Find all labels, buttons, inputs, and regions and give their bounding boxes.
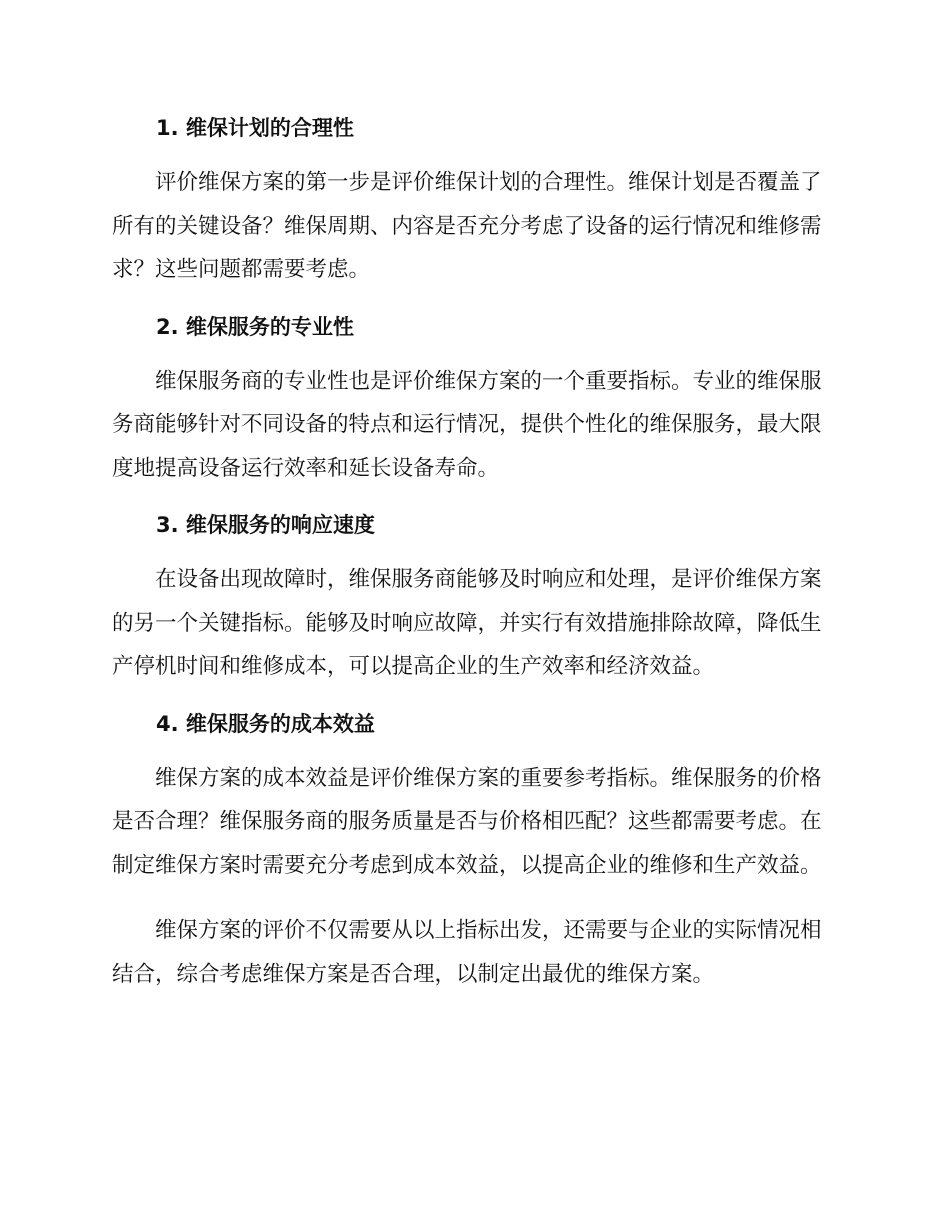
paragraph-line: 是否合理？维保服务商的服务质量是否与价格相匹配？这些都需要考虑。在 [112, 809, 822, 834]
conclusion [112, 909, 950, 996]
paragraph-line: 所有的关键设备？维保周期、内容是否充分考虑了设备的运行情况和维修需 [112, 213, 822, 239]
section-4 [112, 707, 950, 888]
paragraph-line: 的另一个关键指标。能够及时响应故障，并实行有效措施排除故障，降低生 [112, 610, 822, 636]
conclusion-paragraph [112, 909, 832, 996]
section-heading: 2. 维保服务的专业性 [156, 314, 354, 339]
section-3 [112, 508, 950, 689]
section-heading: 3. 维保服务的响应速度 [156, 513, 375, 537]
paragraph-line: 求？这些问题都需要考虑。 [112, 257, 371, 282]
paragraph-line: 务商能够针对不同设备的特点和运行情况，提供个性化的维保服务，最大限 [112, 412, 822, 437]
section-1 [112, 111, 950, 292]
paragraph-line: 维保服务商的专业性也是评价维保方案的一个重要指标。专业的维保服 [155, 368, 822, 394]
section-heading: 4. 维保服务的成本效益 [156, 711, 375, 736]
paragraph-line: 制定维保方案时需要充分考虑到成本效益，以提高企业的维修和生产效益。 [112, 852, 822, 878]
paragraph-line: 度地提高设备运行效率和延长设备寿命。 [112, 455, 500, 481]
paragraph-line: 结合，综合考虑维保方案是否合理，以制定出最优的维保方案。 [112, 961, 715, 987]
paragraph-line: 评价维保方案的第一步是评价维保计划的合理性。维保计划是否覆盖了 [155, 170, 822, 195]
paragraph-line: 在设备出现故障时，维保服务商能够及时响应和处理，是评价维保方案 [155, 567, 822, 592]
section-paragraph [112, 558, 832, 689]
paragraph-line: 产停机时间和维修成本，可以提高企业的生产效率和经济效益。 [112, 654, 715, 679]
section-paragraph [112, 360, 832, 491]
section-heading: 1. 维保计划的合理性 [156, 116, 354, 140]
section-paragraph [112, 161, 832, 292]
paragraph-line: 维保方案的成本效益是评价维保方案的重要参考指标。维保服务的价格 [155, 765, 822, 791]
paragraph-line: 维保方案的评价不仅需要从以上指标出发，还需要与企业的实际情况相 [155, 918, 822, 943]
section-paragraph [112, 757, 832, 888]
section-2 [112, 310, 950, 491]
